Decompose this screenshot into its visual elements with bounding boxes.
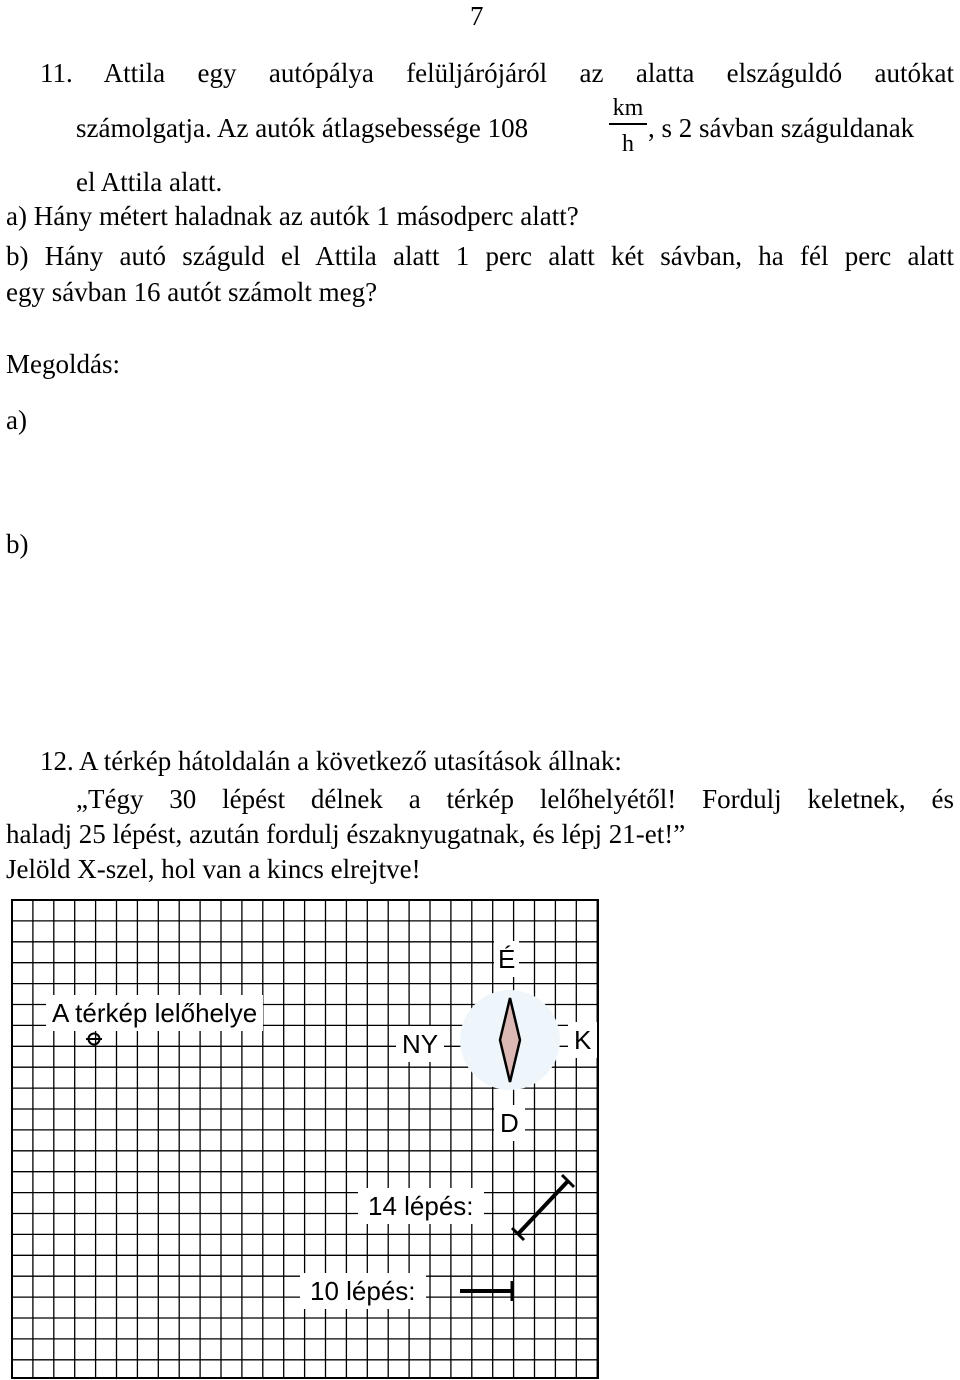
task12-line2: „Tégy 30 lépést délnek a térkép lelőhelyétől! Fordulj keletnek, és [76, 784, 954, 814]
solution-label: Megoldás: [6, 349, 120, 379]
task12-line3: haladj 25 lépést, azután fordulj északnyugatnak, és lépj 21-et!” [6, 819, 686, 849]
start-label: A térkép lelőhelye [46, 995, 263, 1031]
task11-line1: 11. Attila egy autópálya felüljárójáról az alatta elszáguldó autókat [40, 58, 954, 88]
task12-line4: Jelöld X-szel, hol van a kincs elrejtve! [6, 854, 421, 884]
compass-west-label: NY [396, 1026, 444, 1062]
unit-denominator: h [622, 131, 634, 157]
scale-straight-label: 10 lépés: [300, 1273, 426, 1309]
compass [460, 990, 560, 1090]
task11-line3: el Attila alatt. [76, 167, 223, 197]
question-a: a) Hány métert haladnak az autók 1 másodperc alatt? [6, 201, 579, 231]
page-number: 7 [470, 1, 484, 31]
compass-south-label: D [494, 1105, 525, 1141]
question-b-line2: egy sávban 16 autót számolt meg? [6, 277, 378, 307]
task12-line1: 12. A térkép hátoldalán a következő utasítások állnak: [40, 746, 622, 776]
compass-north-label: É [494, 941, 519, 977]
scale-straight [460, 1281, 512, 1301]
scale-diagonal-label: 14 lépés: [358, 1188, 484, 1224]
answer-a-label: a) [6, 405, 27, 435]
scale-diagonal-bar [518, 1181, 568, 1234]
unit-numerator: km [612, 95, 644, 121]
question-b-line1: b) Hány autó száguld el Attila alatt 1 perc alatt két sávban, ha fél perc alatt [6, 241, 954, 271]
compass-east-label: K [568, 1022, 597, 1058]
task11-line2-before: számolgatja. Az autók átlagsebessége 108 [76, 113, 529, 143]
scale-diagonal [512, 1175, 574, 1240]
task11-line2-after: , s 2 sávban száguldanak [648, 113, 915, 143]
answer-b-label: b) [6, 529, 29, 559]
start-point [86, 1034, 102, 1045]
